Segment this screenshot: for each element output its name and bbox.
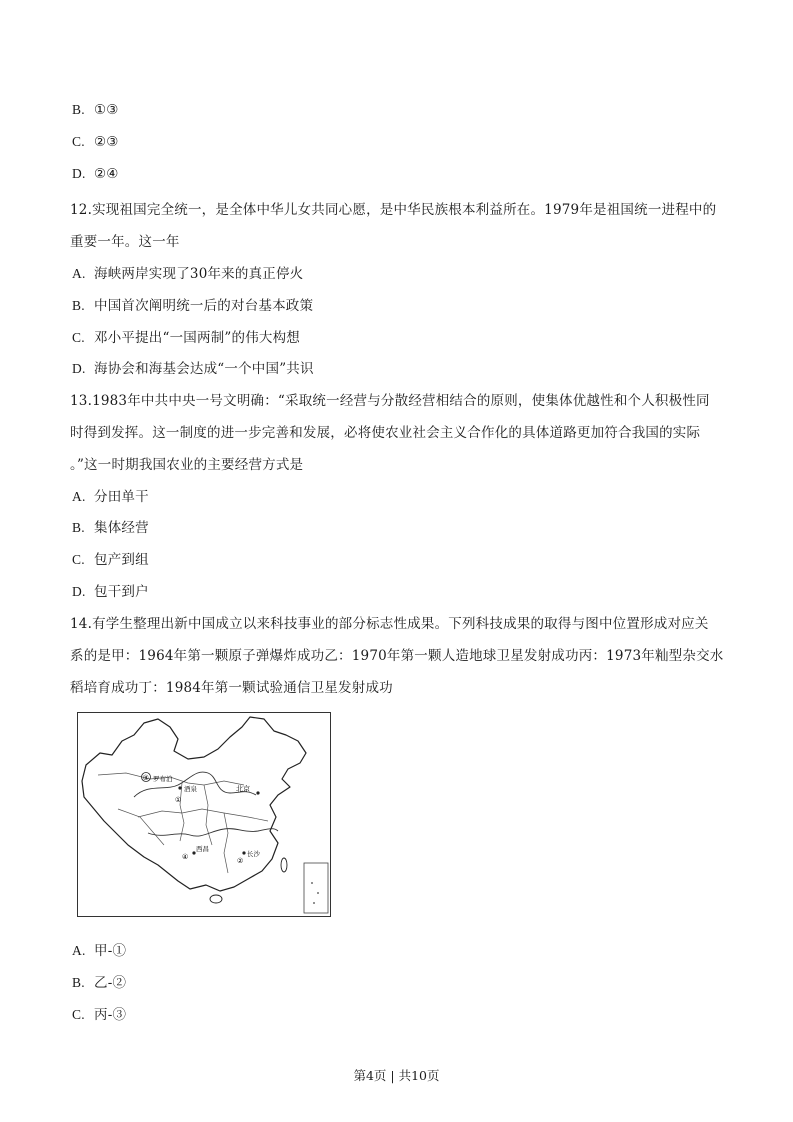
q14-option-a: A. 甲-①: [72, 943, 127, 959]
q12-option-d: D. 海协会和海基会达成“一个中国”共识: [72, 361, 314, 377]
yangtze-river: [148, 829, 278, 837]
q12-stem-line-2: 重要一年。这一年: [70, 234, 180, 250]
q13-option-a: A. 分田单干: [72, 489, 149, 505]
page-footer: 第4页 | 共10页: [353, 1068, 440, 1083]
marker-1-label: ①: [175, 796, 182, 804]
prev-option-b: B. ①③: [72, 102, 119, 118]
beijing-label: 北京: [236, 785, 250, 793]
q13-option-d: D. 包干到户: [72, 584, 149, 600]
q14-stem-line-3: 稻培育成功丁：1984年第一颗试验通信卫星发射成功: [70, 680, 393, 696]
q14-stem-line-2: 系的是甲：1964年第一颗原子弹爆炸成功乙：1970年第一颗人造地球卫星发射成功丙：1973年籼型杂交水: [70, 648, 724, 664]
jiuquan-label: 酒泉: [184, 785, 197, 793]
marker-2-label: ②: [237, 857, 244, 865]
q12-option-c: C. 邓小平提出“一国两制”的伟大构想: [72, 330, 301, 346]
china-map-svg: [78, 713, 330, 916]
changsha-label: 长沙: [247, 850, 260, 858]
luobupo-label: 罗布泊: [153, 775, 173, 783]
q13-stem-line-1: 13.1983年中共中央一号文明确：“采取统一经营与分散经营相结合的原则，使集体优越性和个人积极性同: [70, 393, 710, 409]
q13-option-c: C. 包产到组: [72, 552, 149, 568]
marker-3-label: ③: [142, 774, 149, 782]
q12-option-b: B. 中国首次阐明统一后的对台基本政策: [72, 298, 314, 314]
marker-4-label: ④: [182, 853, 189, 861]
xichang-label: 西昌: [196, 845, 209, 853]
q13-stem-line-3: 。”这一时期我国农业的主要经营方式是: [70, 457, 304, 473]
china-map-figure: [77, 712, 331, 917]
q14-option-c: C. 丙-③: [72, 1007, 127, 1023]
prev-option-d: D. ②④: [72, 166, 119, 182]
q14-option-b: B. 乙-②: [72, 975, 127, 991]
q13-stem-line-2: 时得到发挥。这一制度的进一步完善和发展，必将使农业社会主义合作化的具体道路更加符合我国的实际: [70, 425, 701, 441]
q12-option-a: A. 海峡两岸实现了30年来的真正停火: [72, 266, 304, 282]
q13-option-b: B. 集体经营: [72, 520, 149, 536]
prev-option-c: C. ②③: [72, 134, 119, 150]
q12-stem-line-1: 12.实现祖国完全统一，是全体中华儿女共同心愿，是中华民族根本利益所在。1979年是祖国统一进程中的: [70, 202, 717, 218]
china-outline: [82, 717, 306, 891]
q14-stem-line-1: 14.有学生整理出新中国成立以来科技事业的部分标志性成果。下列科技成果的取得与图中位置形成对应关: [70, 616, 709, 632]
